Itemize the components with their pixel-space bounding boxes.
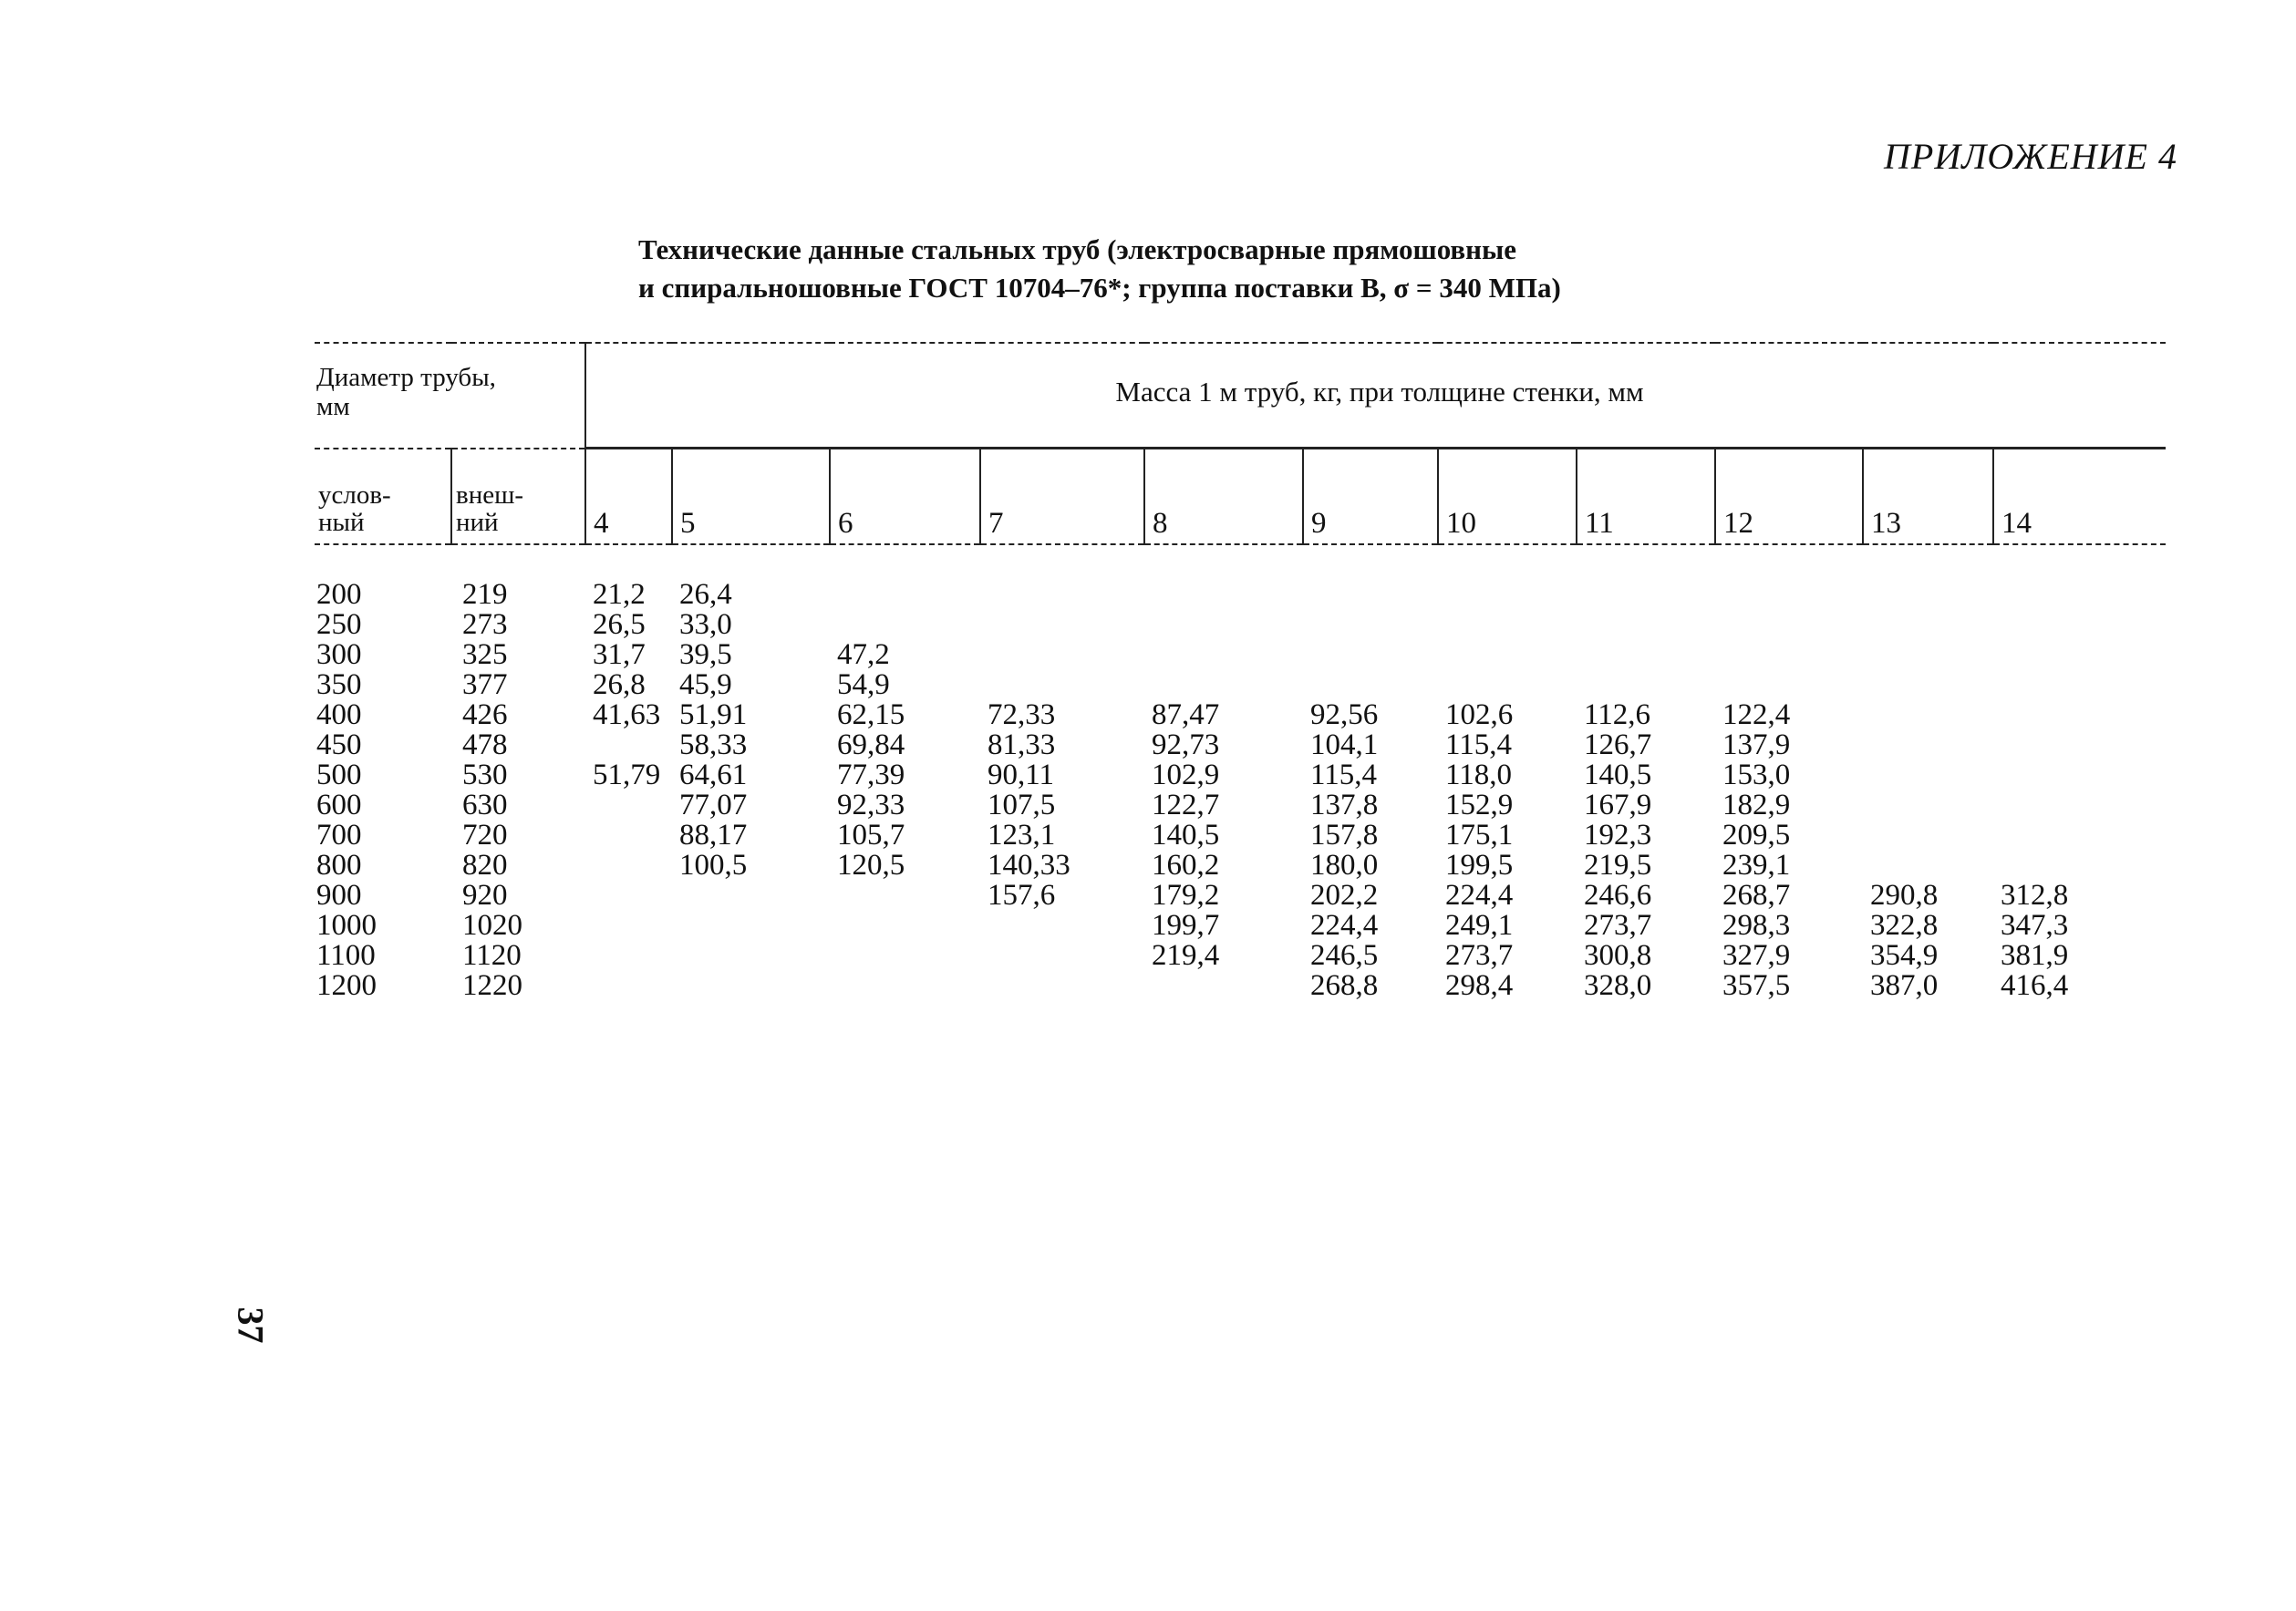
mass-cell: [830, 971, 980, 1001]
mass-cell: 327,9: [1722, 938, 1791, 972]
mass-cell: 182,9: [1722, 788, 1791, 821]
mass-cell: 268,8: [1310, 968, 1379, 1002]
mass-cell: [1715, 640, 1863, 670]
nominal-diameter-cell: 700: [316, 818, 362, 852]
mass-cell: 122,7: [1152, 788, 1220, 821]
table-row: [315, 700, 2166, 730]
mass-cell: 347,3: [2001, 908, 2069, 942]
mass-cell: 180,0: [1310, 848, 1379, 882]
table-header: [315, 343, 2166, 544]
nominal-diameter-cell: 800: [316, 848, 362, 882]
nominal-diameter-cell: 200: [316, 577, 362, 611]
outer-diameter-cell: 273: [462, 607, 508, 641]
thickness-header: 4: [585, 449, 672, 544]
pipe-data-table: [315, 342, 2166, 1001]
mass-cell: [1438, 580, 1577, 610]
outer-diameter-cell: 720: [462, 818, 508, 852]
table-body: [315, 544, 2166, 1001]
mass-cell: 246,5: [1310, 938, 1379, 972]
nominal-diameter-cell: 1000: [316, 908, 377, 942]
table-row: [315, 821, 2166, 851]
mass-cell: [1863, 790, 1993, 821]
mass-cell: 387,0: [1870, 968, 1939, 1002]
mass-cell: [1993, 730, 2166, 760]
mass-cell: [1438, 610, 1577, 640]
mass-cell: [980, 971, 1144, 1001]
mass-cell: 381,9: [2001, 938, 2069, 972]
mass-cell: 45,9: [679, 667, 732, 701]
mass-cell: 219,5: [1584, 848, 1652, 882]
mass-cell: 140,5: [1584, 758, 1652, 791]
mass-cell: 312,8: [2001, 878, 2069, 912]
nominal-diameter-cell: 300: [316, 637, 362, 671]
mass-cell: 268,7: [1722, 878, 1791, 912]
mass-cell: 77,39: [837, 758, 905, 791]
mass-cell: 122,4: [1722, 697, 1791, 731]
mass-cell: [980, 670, 1144, 700]
mass-cell: [1993, 760, 2166, 790]
mass-cell: [830, 911, 980, 941]
mass-cell: [1577, 640, 1715, 670]
mass-cell: [1993, 640, 2166, 670]
mass-cell: 192,3: [1584, 818, 1652, 852]
mass-cell: 33,0: [679, 607, 732, 641]
mass-cell: 26,5: [593, 607, 646, 641]
mass-cell: [1303, 610, 1438, 640]
table-row: [315, 881, 2166, 911]
mass-cell: [1863, 851, 1993, 881]
mass-cell: 77,07: [679, 788, 748, 821]
mass-cell: [585, 821, 672, 851]
nominal-diameter-cell: 600: [316, 788, 362, 821]
mass-cell: 102,6: [1445, 697, 1514, 731]
mass-cell: 26,8: [593, 667, 646, 701]
mass-cell: [1715, 610, 1863, 640]
mass-cell: [830, 580, 980, 610]
mass-cell: [1863, 821, 1993, 851]
nominal-diameter-cell: 350: [316, 667, 362, 701]
mass-cell: [1993, 790, 2166, 821]
nominal-diameter-cell: 1200: [316, 968, 377, 1002]
nominal-diameter-header: [315, 449, 451, 544]
mass-cell: 357,5: [1722, 968, 1791, 1002]
mass-cell: 246,6: [1584, 878, 1652, 912]
thickness-header: 5: [672, 449, 830, 544]
table-row: [315, 941, 2166, 971]
mass-cell: 290,8: [1870, 878, 1939, 912]
table-title-line-2: и спиральношовные ГОСТ 10704–76*; группа поставки В, σ = 340 МПа): [638, 272, 1561, 304]
thickness-header: 14: [1993, 449, 2166, 544]
table-title: [638, 231, 1561, 307]
table-row: [315, 911, 2166, 941]
mass-cell: [1303, 580, 1438, 610]
mass-cell: 416,4: [2001, 968, 2069, 1002]
mass-cell: 58,33: [679, 728, 748, 761]
mass-cell: 202,2: [1310, 878, 1379, 912]
table-title-line-1: Технические данные стальных труб (электросварные прямошовные: [638, 233, 1516, 265]
mass-cell: 115,4: [1310, 758, 1378, 791]
mass-cell: [1863, 700, 1993, 730]
outer-diameter-cell: 377: [462, 667, 508, 701]
mass-cell: [980, 580, 1144, 610]
nominal-label-1: услов-: [318, 480, 391, 510]
mass-cell: 92,73: [1152, 728, 1220, 761]
appendix-label: ПРИЛОЖЕНИЕ 4: [1884, 136, 2177, 177]
mass-cell: 328,0: [1584, 968, 1652, 1002]
mass-cell: [1863, 580, 1993, 610]
mass-cell: 105,7: [837, 818, 905, 852]
mass-cell: [1993, 700, 2166, 730]
table-row: [315, 580, 2166, 610]
mass-cell: 140,33: [988, 848, 1070, 882]
nominal-diameter-cell: 400: [316, 697, 362, 731]
mass-cell: 152,9: [1445, 788, 1514, 821]
mass-cell: [830, 941, 980, 971]
mass-cell: [1993, 851, 2166, 881]
mass-cell: [672, 881, 830, 911]
header-row-sub: [315, 449, 2166, 544]
table-spacer-row: [315, 544, 2166, 580]
mass-cell: 322,8: [1870, 908, 1939, 942]
table-row: [315, 760, 2166, 790]
mass-cell: [1577, 670, 1715, 700]
table-row: [315, 610, 2166, 640]
mass-cell: 224,4: [1310, 908, 1379, 942]
mass-cell: 81,33: [988, 728, 1056, 761]
mass-cell: [1144, 670, 1303, 700]
mass-cell: 54,9: [837, 667, 890, 701]
mass-cell: 273,7: [1445, 938, 1514, 972]
header-row-top: [315, 343, 2166, 449]
outer-diameter-header: [451, 449, 585, 544]
mass-cell: [1993, 580, 2166, 610]
mass-cell: [1715, 580, 1863, 610]
mass-cell: 112,6: [1584, 697, 1651, 731]
mass-cell: [1144, 580, 1303, 610]
mass-cell: 87,47: [1152, 697, 1220, 731]
mass-cell: [1715, 670, 1863, 700]
mass-cell: [1303, 670, 1438, 700]
outer-diameter-cell: 1020: [462, 908, 522, 942]
outer-diameter-cell: 920: [462, 878, 508, 912]
thickness-header: 6: [830, 449, 980, 544]
mass-cell: 298,3: [1722, 908, 1791, 942]
mass-cell: 175,1: [1445, 818, 1514, 852]
mass-cell: [585, 851, 672, 881]
nominal-diameter-cell: 1100: [316, 938, 376, 972]
mass-cell: 62,15: [837, 697, 905, 731]
mass-cell: [1144, 640, 1303, 670]
mass-cell: 90,11: [988, 758, 1055, 791]
mass-cell: [1438, 670, 1577, 700]
thickness-header: 9: [1303, 449, 1438, 544]
mass-cell: 47,2: [837, 637, 890, 671]
mass-cell: 298,4: [1445, 968, 1514, 1002]
nominal-diameter-cell: 900: [316, 878, 362, 912]
mass-cell: [1863, 730, 1993, 760]
mass-cell: 219,4: [1152, 938, 1220, 972]
outer-diameter-cell: 1120: [462, 938, 522, 972]
mass-cell: [1144, 971, 1303, 1001]
mass-cell: [672, 941, 830, 971]
mass-cell: 157,8: [1310, 818, 1379, 852]
mass-cell: [585, 790, 672, 821]
mass-cell: 167,9: [1584, 788, 1652, 821]
thickness-header: 11: [1577, 449, 1715, 544]
mass-cell: 199,7: [1152, 908, 1220, 942]
nominal-diameter-cell: 250: [316, 607, 362, 641]
thickness-header: 7: [980, 449, 1144, 544]
diameter-label: Диаметр трубы,: [316, 362, 496, 392]
mass-cell: 69,84: [837, 728, 905, 761]
mass-cell: [672, 911, 830, 941]
mass-cell: [1993, 610, 2166, 640]
mass-cell: 137,9: [1722, 728, 1791, 761]
table-row: [315, 971, 2166, 1001]
page-number: 37: [230, 1306, 272, 1344]
outer-diameter-cell: 478: [462, 728, 508, 761]
mass-cell: 115,4: [1445, 728, 1513, 761]
mass-cell: 239,1: [1722, 848, 1791, 882]
mass-cell: [1577, 610, 1715, 640]
table-row: [315, 851, 2166, 881]
mass-cell: 300,8: [1584, 938, 1652, 972]
outer-diameter-cell: 219: [462, 577, 508, 611]
thickness-header: 13: [1863, 449, 1993, 544]
mass-cell: [585, 881, 672, 911]
outer-diameter-cell: 820: [462, 848, 508, 882]
mass-cell: [1863, 670, 1993, 700]
table-row: [315, 790, 2166, 821]
mass-cell: 209,5: [1722, 818, 1791, 852]
mass-cell: 72,33: [988, 697, 1056, 731]
mass-cell: 179,2: [1152, 878, 1220, 912]
thickness-header: 8: [1144, 449, 1303, 544]
mass-cell: [585, 730, 672, 760]
table-row: [315, 730, 2166, 760]
mass-header: Масса 1 м труб, кг, при толщине стенки, мм: [585, 343, 2166, 449]
mass-cell: 41,63: [593, 697, 661, 731]
mass-cell: [585, 941, 672, 971]
mass-cell: 92,56: [1310, 697, 1379, 731]
mass-cell: 104,1: [1310, 728, 1379, 761]
mass-cell: [1863, 610, 1993, 640]
mass-cell: 157,6: [988, 878, 1056, 912]
mass-cell: [980, 911, 1144, 941]
mass-cell: 273,7: [1584, 908, 1652, 942]
outer-label-2: ний: [456, 507, 499, 537]
mass-cell: [1303, 640, 1438, 670]
mass-cell: 51,91: [679, 697, 748, 731]
outer-diameter-cell: 426: [462, 697, 508, 731]
mass-cell: [830, 610, 980, 640]
mass-cell: [980, 640, 1144, 670]
mass-cell: [585, 911, 672, 941]
thickness-header: 10: [1438, 449, 1577, 544]
mass-cell: 102,9: [1152, 758, 1220, 791]
outer-diameter-cell: 1220: [462, 968, 522, 1002]
mass-cell: [1993, 821, 2166, 851]
outer-diameter-cell: 630: [462, 788, 508, 821]
mass-cell: [1863, 640, 1993, 670]
mass-cell: 354,9: [1870, 938, 1939, 972]
mass-cell: [1438, 640, 1577, 670]
mass-cell: 153,0: [1722, 758, 1791, 791]
mass-cell: [672, 971, 830, 1001]
outer-diameter-cell: 325: [462, 637, 508, 671]
mass-cell: 64,61: [679, 758, 748, 791]
nominal-diameter-cell: 500: [316, 758, 362, 791]
nominal-diameter-cell: 450: [316, 728, 362, 761]
mass-cell: [1993, 670, 2166, 700]
mass-cell: [980, 941, 1144, 971]
outer-diameter-cell: 530: [462, 758, 508, 791]
mass-cell: 26,4: [679, 577, 732, 611]
mass-cell: 92,33: [837, 788, 905, 821]
mass-cell: [830, 881, 980, 911]
mass-cell: 249,1: [1445, 908, 1514, 942]
mass-cell: 140,5: [1152, 818, 1220, 852]
table-row: [315, 640, 2166, 670]
mass-cell: 199,5: [1445, 848, 1514, 882]
diameter-unit: мм: [316, 391, 350, 421]
mass-cell: 137,8: [1310, 788, 1379, 821]
mass-cell: [1577, 580, 1715, 610]
mass-cell: 224,4: [1445, 878, 1514, 912]
nominal-label-2: ный: [318, 507, 365, 537]
mass-cell: [1144, 610, 1303, 640]
mass-cell: [1863, 760, 1993, 790]
mass-cell: 31,7: [593, 637, 646, 671]
outer-label-1: внеш-: [456, 480, 524, 510]
mass-cell: 126,7: [1584, 728, 1652, 761]
mass-cell: 39,5: [679, 637, 732, 671]
mass-cell: 21,2: [593, 577, 646, 611]
mass-cell: [585, 971, 672, 1001]
mass-cell: 120,5: [837, 848, 905, 882]
mass-cell: 51,79: [593, 758, 661, 791]
mass-cell: 107,5: [988, 788, 1056, 821]
mass-cell: 100,5: [679, 848, 748, 882]
mass-cell: 160,2: [1152, 848, 1220, 882]
mass-cell: [980, 610, 1144, 640]
diameter-header: [315, 343, 585, 449]
table-row: [315, 670, 2166, 700]
mass-cell: 88,17: [679, 818, 748, 852]
mass-cell: 118,0: [1445, 758, 1513, 791]
mass-cell: 123,1: [988, 818, 1056, 852]
thickness-header: 12: [1715, 449, 1863, 544]
